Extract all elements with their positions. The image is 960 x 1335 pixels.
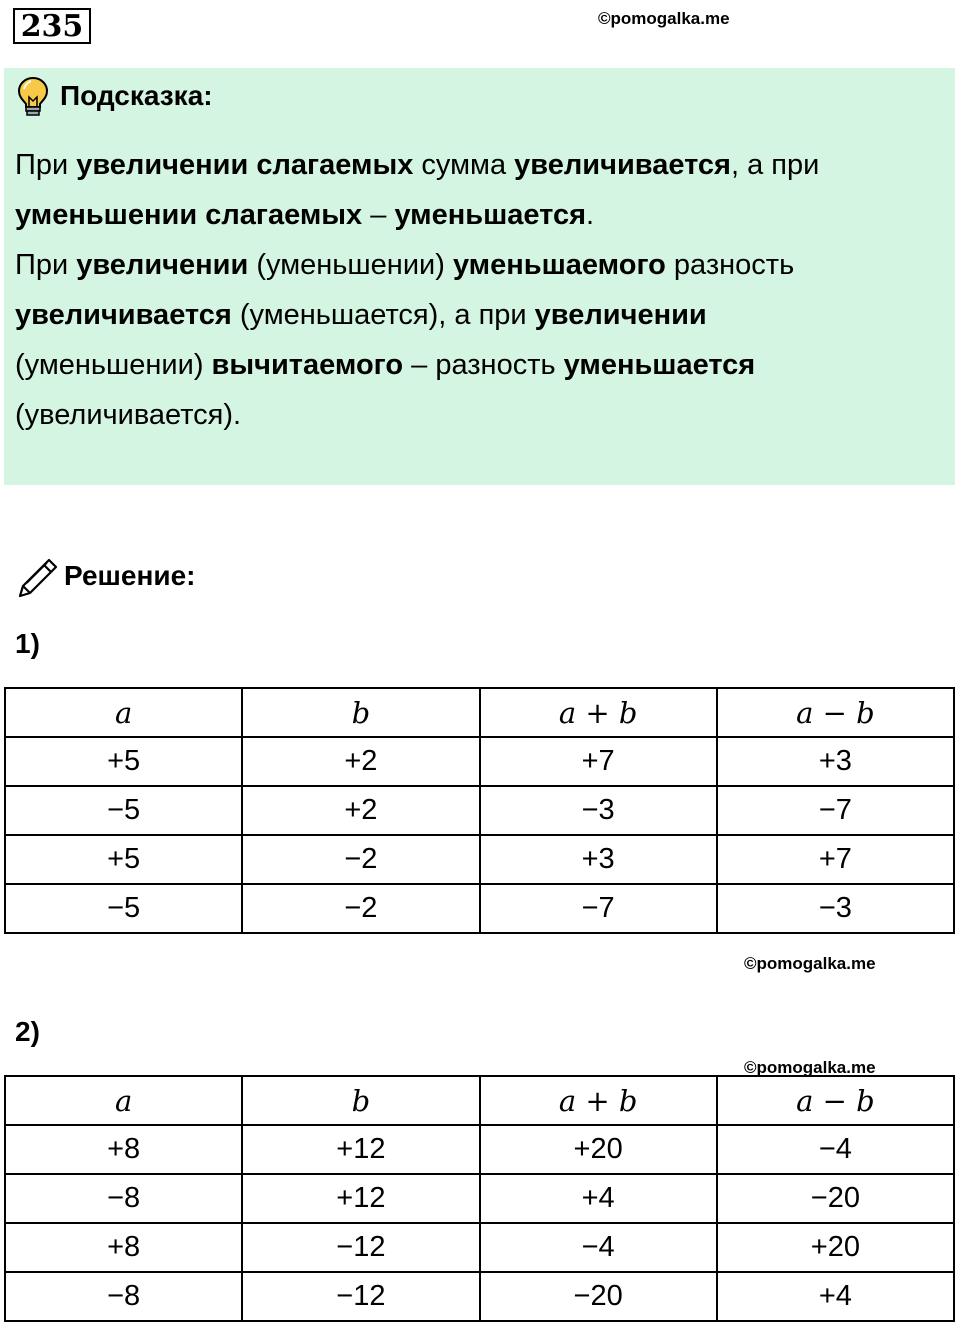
table-cell: +4 [480,1174,717,1223]
hint-bold-text: увеличении [76,249,249,281]
table-header-row [5,1076,954,1125]
table-cell: +3 [480,835,717,884]
table-part-2 [4,1075,955,1322]
table-cell: +2 [242,786,479,835]
table-row [5,1125,954,1174]
table-cell: −3 [480,786,717,835]
table-cell: +12 [242,1174,479,1223]
hint-bold-text: уменьшается [394,199,587,231]
table-cell: −8 [5,1174,242,1223]
table-row [5,737,954,786]
hint-bold-text: уменьшаемого [452,249,666,281]
table-part-1 [4,687,955,934]
table-cell: +20 [480,1125,717,1174]
hint-bold-text: уменьшении слагаемых [15,199,363,231]
hint-line [15,190,945,240]
table-cell: +8 [5,1223,242,1272]
table-cell: −4 [480,1223,717,1272]
header-cell: a − b [717,1076,954,1125]
table-cell: −7 [480,884,717,933]
hint-bold-text: увеличении [534,299,707,331]
pencil-icon [16,556,60,600]
part-1-label: 1) [15,628,40,659]
table-row [5,1223,954,1272]
table-cell: −2 [242,884,479,933]
header-cell: b [242,1076,479,1125]
solution-title: Решение: [64,560,196,591]
hint-text-segment: , а при [730,149,820,181]
table-cell: −20 [480,1272,717,1321]
watermark-top: ©pomogalka.me [598,9,730,28]
table-cell: −5 [5,884,242,933]
hint-text-segment: . [586,199,595,231]
table-cell: +3 [717,737,954,786]
hint-text-segment: (увеличивается). [15,399,242,431]
hint-text-segment: разность [665,249,795,281]
table-row [5,1272,954,1321]
table-header-row [5,688,954,737]
table-cell: +5 [5,835,242,884]
header-cell: a [5,1076,242,1125]
table-cell: +20 [717,1223,954,1272]
table-cell: −7 [717,786,954,835]
hint-text-segment: – разность [403,349,564,381]
task-number: 235 [13,8,91,44]
table-row [5,835,954,884]
hint-text-segment: сумма [413,149,515,181]
table-cell: −2 [242,835,479,884]
header-cell: a [5,688,242,737]
hint-text-segment: – [362,199,395,231]
table-cell: +8 [5,1125,242,1174]
table-cell: −12 [242,1272,479,1321]
hint-line [15,140,945,190]
header-cell: b [242,688,479,737]
table-cell: −5 [5,786,242,835]
watermark-middle: ©pomogalka.me [744,954,876,973]
table-cell: −8 [5,1272,242,1321]
hint-text-segment: (уменьшении) [248,249,453,281]
table-row [5,1174,954,1223]
hint-title: Подсказка: [60,80,213,111]
hint-text-segment: (уменьшается), а при [231,299,535,331]
table-row [5,786,954,835]
hint-bold-text: вычитаемого [211,349,404,381]
table-cell: +4 [717,1272,954,1321]
table-row [5,884,954,933]
hint-line [15,240,945,290]
table-cell: −12 [242,1223,479,1272]
header-cell: a + b [480,688,717,737]
header-cell: a − b [717,688,954,737]
hint-line [15,390,945,440]
hint-text-segment: При [15,149,77,181]
table-cell: +7 [717,835,954,884]
hint-line [15,340,945,390]
watermark-lower: ©pomogalka.me [744,1058,876,1077]
hint-bold-text: увеличивается [15,299,232,331]
hint-bold-text: уменьшается [563,349,756,381]
table-cell: +7 [480,737,717,786]
header-cell: a + b [480,1076,717,1125]
table-cell: +5 [5,737,242,786]
lightbulb-icon [16,76,50,118]
table-cell: +12 [242,1125,479,1174]
hint-line [15,290,945,340]
table-cell: −20 [717,1174,954,1223]
hint-bold-text: увеличении слагаемых [76,149,414,181]
hint-text [15,140,945,440]
table-cell: +2 [242,737,479,786]
hint-text-segment: При [15,249,77,281]
hint-bold-text: увеличивается [514,149,731,181]
part-2-label: 2) [15,1016,40,1047]
hint-text-segment: (уменьшении) [15,349,212,381]
table-cell: −4 [717,1125,954,1174]
table-cell: −3 [717,884,954,933]
